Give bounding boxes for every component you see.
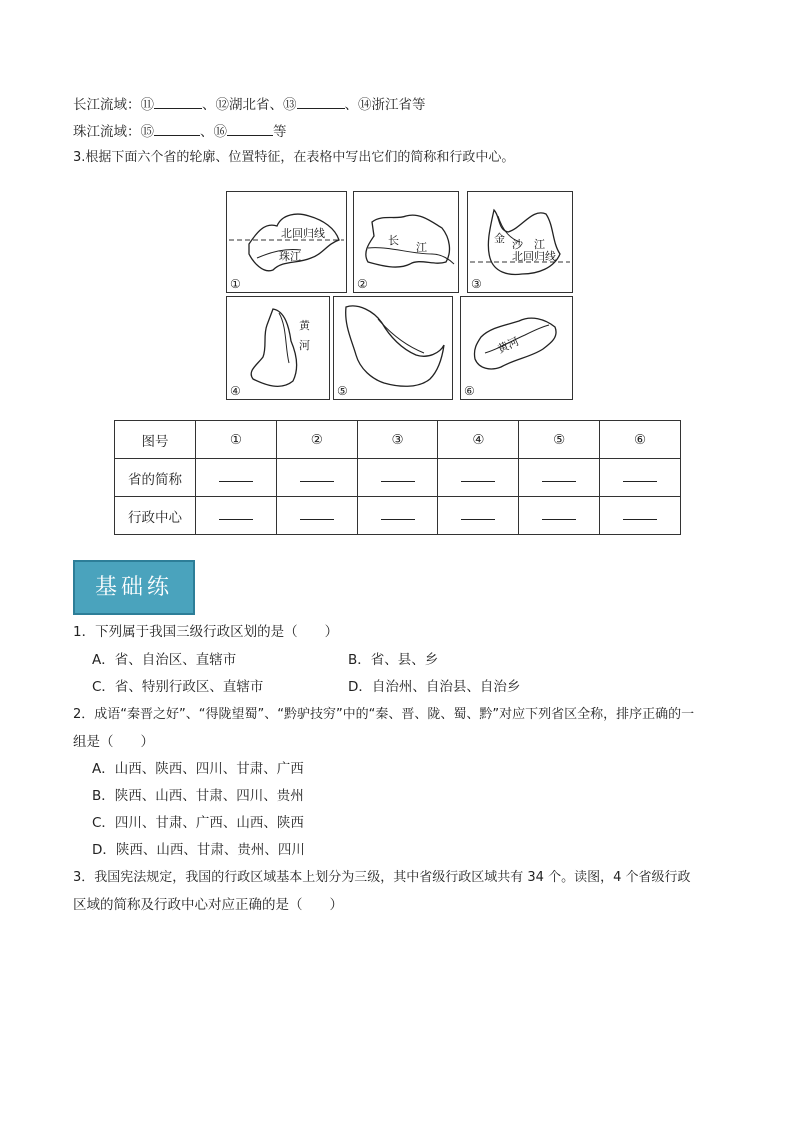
- answer-cell[interactable]: [600, 497, 681, 535]
- map-3-label-jiang: 江: [534, 238, 545, 251]
- answer-cell[interactable]: [196, 497, 277, 535]
- q2-option-b[interactable]: B．陕西、山西、甘肃、四川、贵州: [92, 788, 304, 804]
- answer-cell[interactable]: [438, 459, 519, 497]
- map-1-number: ①: [230, 277, 241, 291]
- map-5: [333, 296, 453, 400]
- answer-cell[interactable]: [196, 459, 277, 497]
- map-4-outline: [227, 297, 329, 399]
- answer-cell[interactable]: [357, 497, 438, 535]
- q1-option-a[interactable]: A．省、自治区、直辖市: [92, 652, 237, 668]
- map-3-label-sha: 沙: [512, 238, 523, 251]
- blank-15[interactable]: [154, 121, 200, 136]
- blank-11[interactable]: [154, 94, 202, 109]
- map-6-label-river: 黄河: [495, 334, 521, 356]
- blank-13[interactable]: [297, 94, 345, 109]
- q2-option-d[interactable]: D．陕西、山西、甘肃、贵州、四川: [92, 842, 305, 858]
- map-4: [226, 296, 330, 400]
- map-6-number: ⑥: [464, 384, 475, 398]
- answer-cell[interactable]: [357, 459, 438, 497]
- table-header-cell: ⑥: [600, 421, 681, 459]
- map-5-number: ⑤: [337, 384, 348, 398]
- map-3-label-tropic: 北回归线: [512, 250, 556, 263]
- q1-option-d[interactable]: D．自治州、自治县、自治乡: [348, 679, 521, 695]
- table-header-cell: ③: [357, 421, 438, 459]
- q1-option-c[interactable]: C．省、特别行政区、直辖市: [92, 679, 264, 695]
- map-4-label-huang: 黄: [299, 319, 310, 332]
- map-4-label-he: 河: [299, 339, 310, 352]
- table-header-cell: 图号: [115, 421, 196, 459]
- table-header-cell: ⑤: [519, 421, 600, 459]
- q3b-stem-line2: 区域的简称及行政中心对应正确的是（ ）: [73, 897, 343, 913]
- map-1: [226, 191, 347, 293]
- map-3-number: ③: [471, 277, 482, 291]
- map-3-label-jin: 金: [494, 232, 505, 245]
- table-header-cell: ①: [196, 421, 277, 459]
- map-2-label-jiang: 江: [416, 241, 427, 254]
- q2-stem-line1: 2．成语“秦晋之好”、“得陇望蜀”、“黔驴技穷”中的“秦、晋、陇、蜀、黔”对应下列省区全称，排序正确的一: [73, 707, 695, 722]
- answer-cell[interactable]: [438, 497, 519, 535]
- province-maps: [222, 190, 574, 400]
- answer-table: [114, 420, 681, 535]
- q1-stem: 1．下列属于我国三级行政区划的是（ ）: [73, 624, 339, 640]
- q1-option-b[interactable]: B．省、县、乡: [348, 652, 439, 668]
- map-1-label-river: 珠江: [279, 250, 301, 263]
- zhujiang-line: 珠江流域：⑮ 、⑯ 等: [73, 121, 287, 142]
- table-header-cell: ④: [438, 421, 519, 459]
- map-6: [460, 296, 573, 400]
- changjiang-line: 长江流域：⑪ 、⑫湖北省、⑬ 、⑭浙江省等: [73, 94, 426, 115]
- table-header-cell: ②: [276, 421, 357, 459]
- q3b-stem-line1: 3．我国宪法规定，我国的行政区域基本上划分为三级，其中省级行政区域共有 34 个。读图，4 个省级行政: [73, 870, 691, 885]
- answer-cell[interactable]: [519, 459, 600, 497]
- q3-instruction: 3.根据下面六个省的轮廓、位置特征，在表格中写出它们的简称和行政中心。: [73, 150, 515, 165]
- row-label: 省的简称: [115, 459, 196, 497]
- q2-option-a[interactable]: A．山西、陕西、四川、甘肃、广西: [92, 761, 304, 777]
- answer-cell[interactable]: [276, 497, 357, 535]
- map-2-number: ②: [357, 277, 368, 291]
- q2-stem-line2: 组是（ ）: [73, 734, 154, 750]
- map-4-number: ④: [230, 384, 241, 398]
- map-5-outline: [334, 297, 452, 399]
- q2-option-c[interactable]: C．四川、甘肃、广西、山西、陕西: [92, 815, 304, 831]
- map-1-label-tropic: 北回归线: [281, 227, 325, 240]
- map-1-outline: [227, 192, 346, 292]
- section-banner: 基础练: [73, 560, 195, 615]
- table-header-row: [115, 421, 681, 459]
- answer-cell[interactable]: [519, 497, 600, 535]
- answer-cell[interactable]: [276, 459, 357, 497]
- row-label: 行政中心: [115, 497, 196, 535]
- table-row: [115, 497, 681, 535]
- blank-16[interactable]: [227, 121, 273, 136]
- map-2-outline: [354, 192, 458, 292]
- map-3: [467, 191, 573, 293]
- table-row: [115, 459, 681, 497]
- answer-cell[interactable]: [600, 459, 681, 497]
- map-2: [353, 191, 459, 293]
- map-2-label-chang: 长: [388, 234, 399, 247]
